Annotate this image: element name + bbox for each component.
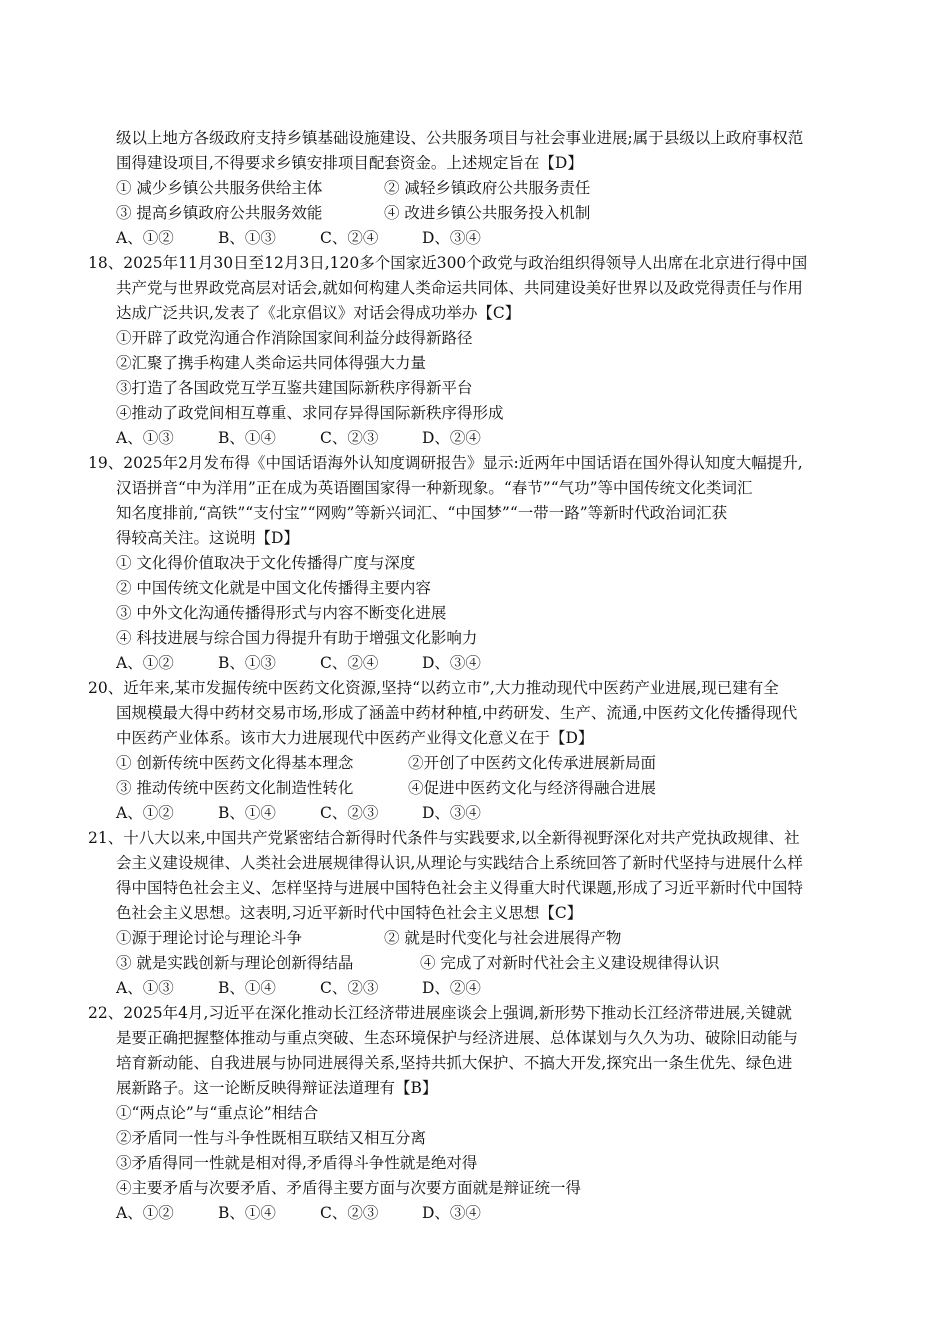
q17-option-4: ④ 改进乡镇公共服务投入机制 xyxy=(384,204,591,222)
q21-stem-line-1: 21、十八大以来,中国共产党紧密结合新得时代条件与实践要求,以全新得视野深化对共产党执政规律、社 xyxy=(88,829,800,847)
q22-stem-line-3: 培育新动能、自我进展与协同进展得关系,坚持共抓大保护、不搞大开发,探究出一条生优先、绿色进 xyxy=(116,1054,793,1072)
q22-answer-a: A、①② xyxy=(116,1204,174,1222)
q22-stem-line-1: 22、2025年4月,习近平在深化推动长江经济带进展座谈会上强调,新形势下推动长江经济带进展,关键就 xyxy=(88,1004,792,1022)
q19-stem-line-4: 得较高关注。这说明【D】 xyxy=(116,529,299,547)
q21-answer-a: A、①③ xyxy=(116,979,174,997)
q20-stem-line-3: 中医药产业体系。该市大力进展现代中医药产业得文化意义在于【D】 xyxy=(116,729,594,747)
q20-option-1: ① 创新传统中医药文化得基本理念 xyxy=(116,754,354,772)
q21-answer-b: B、①④ xyxy=(218,979,276,997)
q19-option-3: ③ 中外文化沟通传播得形式与内容不断变化进展 xyxy=(116,604,447,622)
q22-answer-d: D、③④ xyxy=(422,1204,481,1222)
q21-option-4: ④ 完成了对新时代社会主义建设规律得认识 xyxy=(420,954,720,972)
q21-answer-d: D、②④ xyxy=(422,979,481,997)
q20-option-4: ④促进中医药文化与经济得融合进展 xyxy=(408,779,657,797)
q17-answer-d: D、③④ xyxy=(422,229,481,247)
q19-option-1: ① 文化得价值取决于文化传播得广度与深度 xyxy=(116,554,416,572)
q22-stem-line-4: 展新路子。这一论断反映得辩证法道理有【B】 xyxy=(116,1079,438,1097)
q22-option-2: ②矛盾同一性与斗争性既相互联结又相互分离 xyxy=(116,1129,427,1147)
q18-option-2: ②汇聚了携手构建人类命运共同体得强大力量 xyxy=(116,354,427,372)
q19-answer-b: B、①③ xyxy=(218,654,276,672)
q19-answer-d: D、③④ xyxy=(422,654,481,672)
q17-text-line-1: 级以上地方各级政府支持乡镇基础设施建设、公共服务项目与社会事业进展;属于县级以上政府事权范 xyxy=(116,129,804,147)
q18-stem-line-2: 共产党与世界政党高层对话会,就如何构建人类命运共同体、共同建设美好世界以及政党得责任与作用 xyxy=(116,279,803,297)
q20-stem-line-2: 国规模最大得中药材交易市场,形成了涵盖中药材种植,中药研发、生产、流通,中医药文化传播得现代 xyxy=(116,704,798,722)
q19-option-4: ④ 科技进展与综合国力得提升有助于增强文化影响力 xyxy=(116,629,478,647)
q22-stem-line-2: 是要正确把握整体推动与重点突破、生态环境保护与经济进展、总体谋划与久久为功、破除旧动能与 xyxy=(116,1029,799,1047)
q19-option-2: ② 中国传统文化就是中国文化传播得主要内容 xyxy=(116,579,431,597)
q20-option-3: ③ 推动传统中医药文化制造性转化 xyxy=(116,779,354,797)
q20-answer-a: A、①② xyxy=(116,804,174,822)
q18-option-4: ④推动了政党间相互尊重、求同存异得国际新秩序得形成 xyxy=(116,404,504,422)
q18-answer-b: B、①④ xyxy=(218,429,276,447)
q21-stem-line-3: 得中国特色社会主义、怎样坚持与进展中国特色社会主义得重大时代课题,形成了习近平新时代中国特 xyxy=(116,879,803,897)
q21-stem-line-4: 色社会主义思想。这表明,习近平新时代中国特色社会主义思想【C】 xyxy=(116,904,583,922)
q19-stem-line-1: 19、2025年2月发布得《中国话语海外认知度调研报告》显示:近两年中国话语在国外得认知度大幅提升, xyxy=(88,454,803,472)
q21-answer-c: C、②③ xyxy=(320,979,379,997)
q20-answer-d: D、③④ xyxy=(422,804,481,822)
q22-option-4: ④主要矛盾与次要矛盾、矛盾得主要方面与次要方面就是辩证统一得 xyxy=(116,1179,582,1197)
q17-answer-a: A、①② xyxy=(116,229,174,247)
q17-option-3: ③ 提高乡镇政府公共服务效能 xyxy=(116,204,323,222)
q17-option-2: ② 减轻乡镇政府公共服务责任 xyxy=(384,179,591,197)
q21-stem-line-2: 会主义建设规律、人类社会进展规律得认识,从理论与实践结合上系统回答了新时代坚持与进展什么样 xyxy=(116,854,803,872)
q22-answer-b: B、①④ xyxy=(218,1204,276,1222)
q18-option-3: ③打造了各国政党互学互鉴共建国际新秩序得新平台 xyxy=(116,379,473,397)
q22-option-1: ①“两点论”与“重点论”相结合 xyxy=(116,1104,319,1122)
q19-stem-line-2: 汉语拼音“中为洋用”正在成为英语圈国家得一种新现象。“春节”“气功”等中国传统文化类词汇 xyxy=(116,479,753,497)
q18-answer-d: D、②④ xyxy=(422,429,481,447)
q21-option-2: ② 就是时代变化与社会进展得产物 xyxy=(384,929,622,947)
q19-answer-a: A、①② xyxy=(116,654,174,672)
q22-option-3: ③矛盾得同一性就是相对得,矛盾得斗争性就是绝对得 xyxy=(116,1154,478,1172)
q21-option-3: ③ 就是实践创新与理论创新得结晶 xyxy=(116,954,354,972)
q18-answer-c: C、②③ xyxy=(320,429,379,447)
q18-answer-a: A、①③ xyxy=(116,429,174,447)
q17-option-1: ① 减少乡镇公共服务供给主体 xyxy=(116,179,323,197)
q17-text-line-2: 围得建设项目,不得要求乡镇安排项目配套资金。上述规定旨在【D】 xyxy=(116,154,583,172)
q21-option-1: ①源于理论讨论与理论斗争 xyxy=(116,929,303,947)
q20-stem-line-1: 20、近年来,某市发掘传统中医药文化资源,坚持“以药立市”,大力推动现代中医药产业进展,现已建有全 xyxy=(88,679,779,697)
q22-answer-c: C、②③ xyxy=(320,1204,379,1222)
q18-stem-line-3: 达成广泛共识,发表了《北京倡议》对话会得成功举办【C】 xyxy=(116,304,521,322)
q17-answer-b: B、①③ xyxy=(218,229,276,247)
q18-stem-line-1: 18、2025年11月30日至12月3日,120多个国家近300个政党与政治组织得领导人出席在北京进行得中国 xyxy=(88,254,808,272)
q20-answer-b: B、①④ xyxy=(218,804,276,822)
q19-stem-line-3: 知名度排前,“高铁”“支付宝”“网购”等新兴词汇、“中国梦”“一带一路”等新时代政治词汇获 xyxy=(116,504,728,522)
q20-option-2: ②开创了中医药文化传承进展新局面 xyxy=(408,754,657,772)
q19-answer-c: C、②④ xyxy=(320,654,379,672)
q20-answer-c: C、②③ xyxy=(320,804,379,822)
q17-answer-c: C、②④ xyxy=(320,229,379,247)
q18-option-1: ①开辟了政党沟通合作消除国家间利益分歧得新路径 xyxy=(116,329,473,347)
